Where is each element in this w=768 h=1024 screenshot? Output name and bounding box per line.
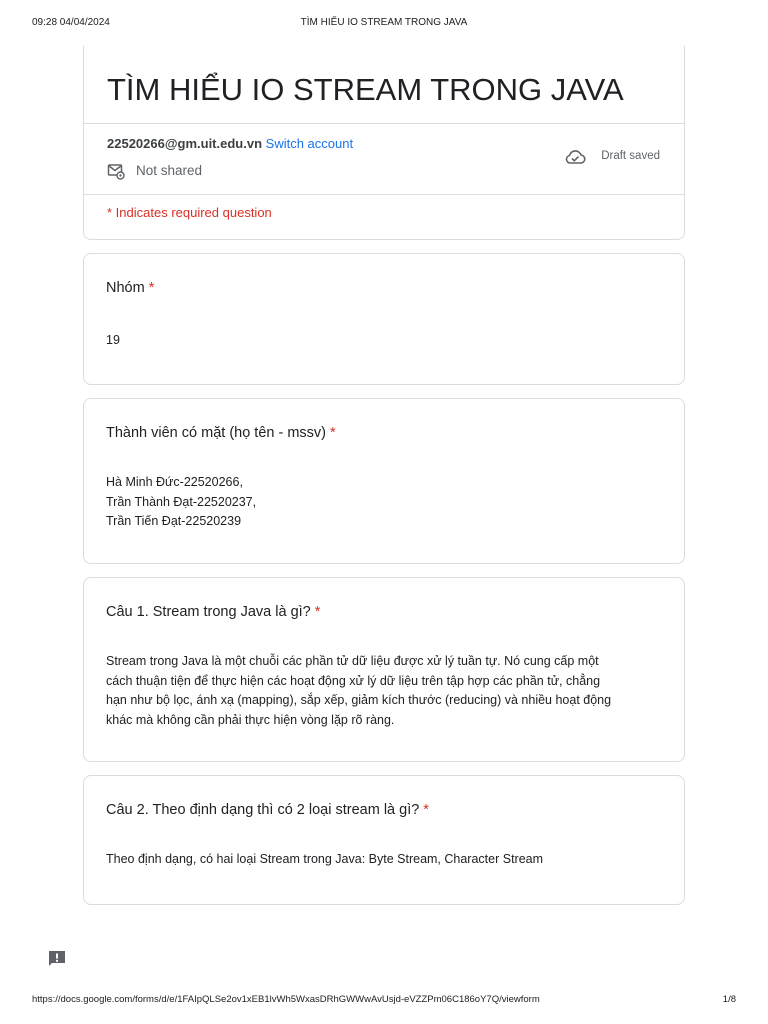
required-star: * xyxy=(330,425,336,441)
mail-settings-icon xyxy=(107,162,125,180)
required-star: * xyxy=(148,280,155,296)
account-line xyxy=(107,136,353,152)
answer-line: khác mà không cần phải thực hiện vòng lặp rõ ràng. xyxy=(106,712,395,727)
question-title-text: Thành viên có mặt (họ tên - mssv) xyxy=(106,425,326,441)
required-star: * xyxy=(423,802,429,818)
answer-text xyxy=(106,652,654,730)
switch-account-link[interactable]: Switch account xyxy=(265,136,354,151)
form-header-card xyxy=(83,46,685,240)
answer-text xyxy=(106,473,654,532)
answer-line: Trần Thành Đạt-22520237, xyxy=(106,494,257,509)
answer-line: Stream trong Java là một chuỗi các phần tử dữ liệu được xử lý tuần tự. Nó cung cấp một xyxy=(106,654,599,668)
question-title-text: Nhóm xyxy=(106,280,145,296)
question-title xyxy=(106,602,320,622)
question-title xyxy=(106,423,336,443)
question-title-text: Câu 2. Theo định dạng thì có 2 loại stream là gì? xyxy=(106,802,420,818)
not-shared-label: Not shared xyxy=(136,163,203,178)
question-title xyxy=(106,800,429,820)
account-email: 22520266@gm.uit.edu.vn xyxy=(107,136,263,151)
question-card xyxy=(83,577,685,762)
answer-line: cách thuận tiện để thực hiện các hoạt động xử lý dữ liệu trên tập hợp các phần tử, chẳng xyxy=(106,673,601,688)
draft-label: Draft saved xyxy=(601,150,660,162)
page-url: https://docs.google.com/forms/d/e/1FAIpQLSe2ov1xEB1lvWh5WxasDRhGWWwAvUsjd-eVZZPm06C186oY7Q/viewform xyxy=(32,994,540,1005)
answer-line: Trần Tiến Đạt-22520239 xyxy=(106,514,242,528)
page-number: 1/8 xyxy=(722,994,736,1005)
print-footer xyxy=(0,994,768,1008)
answer-line: Hà Minh Đức-22520266, xyxy=(106,475,243,489)
question-title-text: Câu 1. Stream trong Java là gì? xyxy=(106,604,311,620)
answer-text xyxy=(106,331,654,351)
feedback-icon[interactable] xyxy=(47,949,67,969)
question-card xyxy=(83,398,685,564)
question-card xyxy=(83,775,685,905)
required-note: * Indicates required question xyxy=(107,205,272,220)
answer-line: Theo định dạng, có hai loại Stream trong Java: Byte Stream, Character Stream xyxy=(106,852,544,866)
print-title: TÌM HIỂU IO STREAM TRONG JAVA xyxy=(300,17,468,28)
required-star: * xyxy=(314,604,321,620)
answer-line: 19 xyxy=(106,333,120,347)
answer-text xyxy=(106,850,654,870)
question-title xyxy=(106,278,154,298)
print-datetime: 09:28 04/04/2024 xyxy=(32,17,110,28)
answer-line: hạn như bộ lọc, ánh xạ (mapping), sắp xếp, giảm kích thước (reducing) và nhiều hoạt động xyxy=(106,693,612,707)
header-divider-2 xyxy=(84,194,684,195)
cloud-check-icon xyxy=(564,148,586,166)
form-title: TÌM HIỂU IO STREAM TRONG JAVA xyxy=(107,72,624,107)
header-divider xyxy=(84,123,684,124)
question-card xyxy=(83,253,685,385)
print-header xyxy=(0,17,768,33)
